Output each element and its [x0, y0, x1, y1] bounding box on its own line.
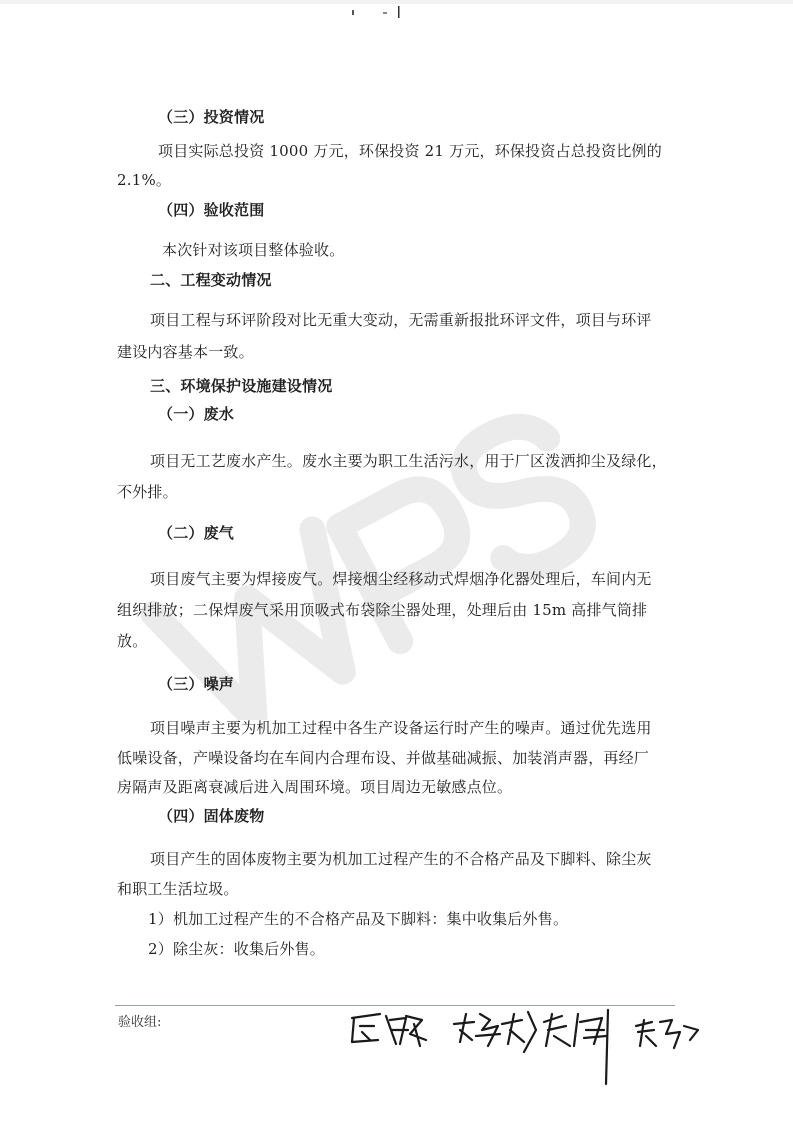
scan-artifacts [0, 0, 793, 40]
solid-waste-item-1: 1）机加工过程产生的不合格产品及下脚料：集中收集后外售。 [148, 910, 569, 928]
handwritten-signatures [340, 1000, 710, 1090]
acceptance-group-label: 验收组: [118, 1015, 162, 1030]
investment-heading: （三）投资情况 [158, 108, 265, 126]
wps-watermark [120, 390, 600, 720]
waste-gas-text-line-1: 项目废气主要为焊接废气。焊接烟尘经移动式焊烟净化器处理后，车间内无 [150, 570, 652, 588]
solid-waste-item-2: 2）除尘灰：收集后外售。 [148, 940, 325, 958]
waste-gas-heading: （二）废气 [158, 524, 235, 542]
changes-heading: 二、工程变动情况 [150, 271, 272, 289]
env-protection-heading: 三、环境保护设施建设情况 [150, 377, 333, 395]
investment-text-line-2: 2.1%。 [117, 171, 172, 189]
investment-text-line-1: 项目实际总投资 1000 万元，环保投资 21 万元，环保投资占总投资比例的 [158, 142, 662, 160]
noise-text-line-1: 项目噪声主要为机加工过程中各生产设备运行时产生的噪声。通过优先选用 [150, 719, 652, 737]
wastewater-text-line-1: 项目无工艺废水产生。废水主要为职工生活污水，用于厂区泼洒抑尘及绿化， [150, 452, 667, 470]
scope-heading: （四）验收范围 [158, 201, 265, 219]
changes-text-line-1: 项目工程与环评阶段对比无重大变动，无需重新报批环评文件，项目与环评 [150, 311, 652, 329]
waste-gas-text-line-2: 组织排放；二保焊废气采用顶吸式布袋除尘器处理，处理后由 15m 高排气筒排 [117, 601, 648, 619]
changes-text-line-2: 建设内容基本一致。 [117, 343, 254, 361]
solid-waste-text-line-1: 项目产生的固体废物主要为机加工过程产生的不合格产品及下脚料、除尘灰 [150, 850, 652, 868]
noise-text-line-3: 房隔声及距离衰减后进入周围环境。项目周边无敏感点位。 [117, 778, 513, 796]
scope-text-line-1: 本次针对该项目整体验收。 [162, 241, 345, 259]
waste-gas-text-line-3: 放。 [117, 632, 148, 650]
wastewater-heading: （一）废水 [158, 405, 235, 423]
wastewater-text-line-2: 不外排。 [117, 483, 178, 501]
noise-text-line-2: 低噪设备，产噪设备均在车间内合理布设、并做基础减振、加装消声器，再经厂 [117, 749, 650, 767]
solid-waste-heading: （四）固体废物 [158, 807, 265, 825]
noise-heading: （三）噪声 [158, 675, 235, 693]
solid-waste-text-line-2: 和职工生活垃圾。 [117, 880, 239, 898]
